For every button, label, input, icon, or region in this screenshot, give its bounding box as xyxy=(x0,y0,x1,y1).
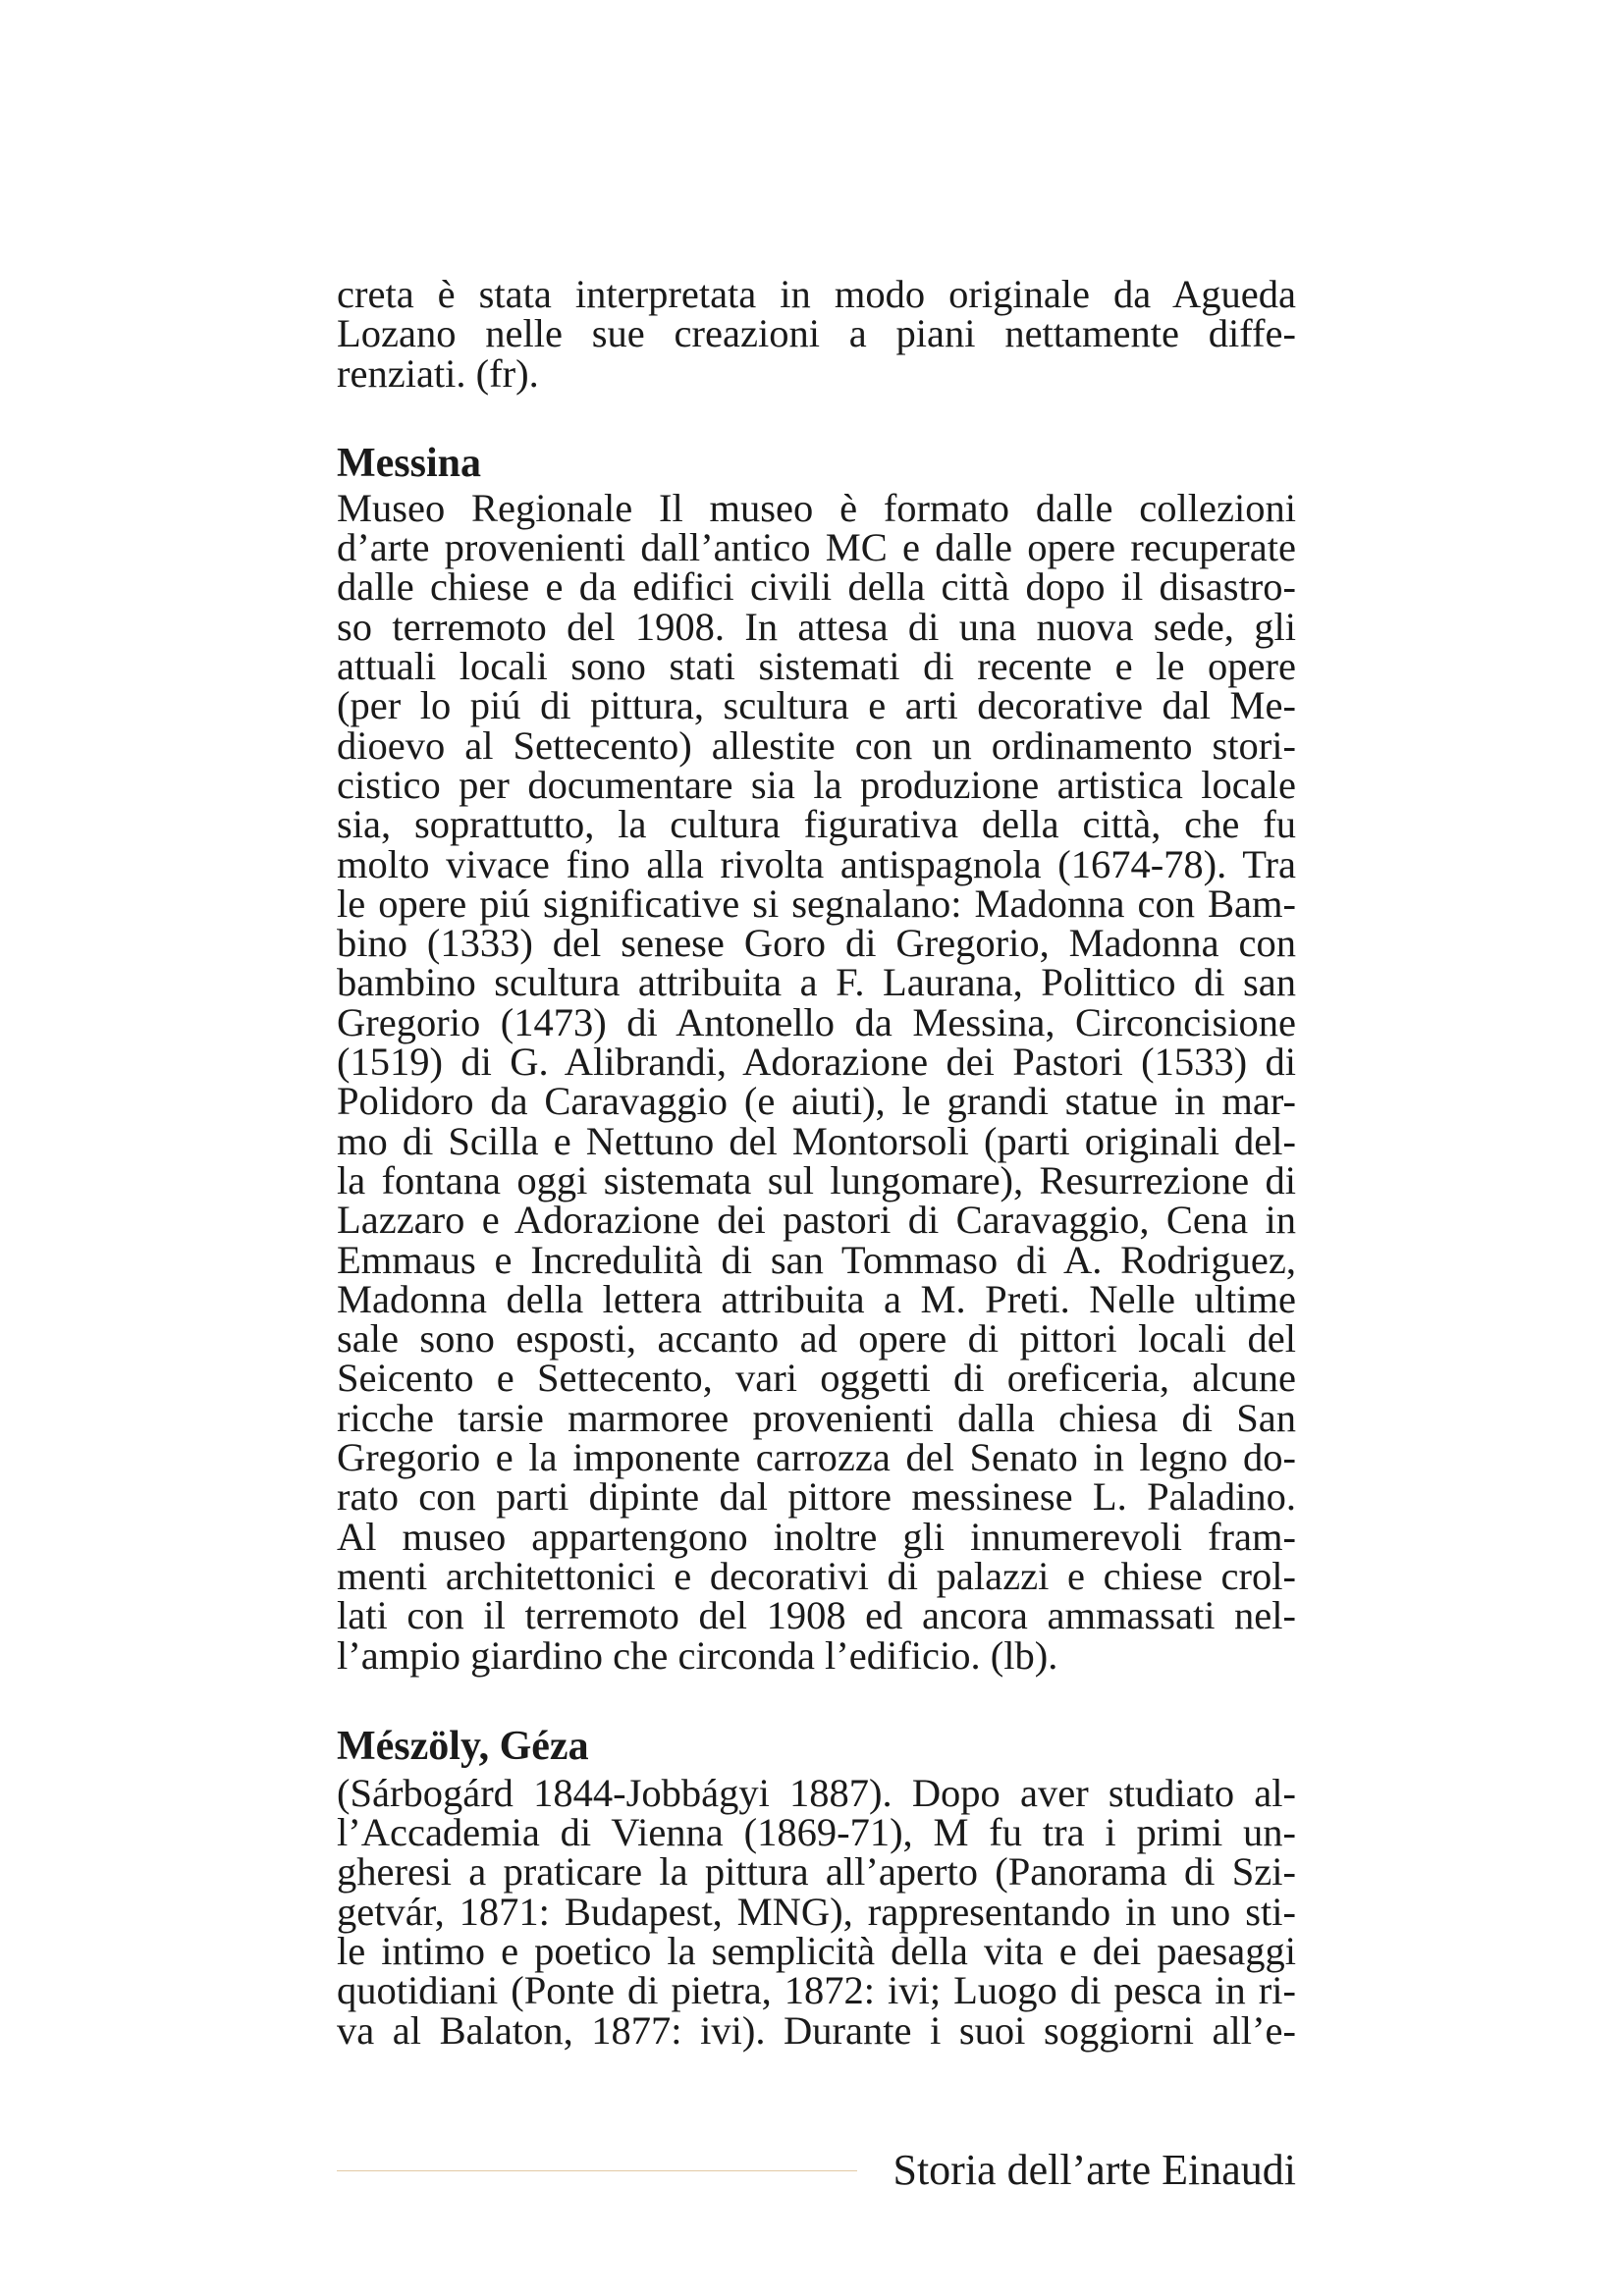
text-line: renziati. (fr). xyxy=(337,350,539,396)
entry-body-messina xyxy=(337,485,1296,1678)
text-line: l’Accademia di Vienna (1869-71), M fu tra i primi un- xyxy=(337,1810,1296,1855)
text-line: va al Balaton, 1877: ivi). Durante i suoi soggiorni all’e- xyxy=(337,2007,1296,2053)
text-line: Al museo appartengono inoltre gli innumerevoli fram- xyxy=(337,1514,1296,1559)
text-line: dioevo al Settecento) allestite con un ordinamento stori- xyxy=(337,722,1296,768)
text-line: (Sárbogárd 1844-Jobbágyi 1887). Dopo aver studiato al- xyxy=(337,1770,1296,1815)
text-line: quotidiani (Ponte di pietra, 1872: ivi; Luogo di pesca in ri- xyxy=(337,1968,1296,2013)
text-line: ricche tarsie marmoree provenienti dalla chiesa di San xyxy=(337,1395,1296,1440)
text-line: sale sono esposti, accanto ad opere di pittori locali del xyxy=(337,1316,1296,1362)
text-line: Lazzaro e Adorazione dei pastori di Caravaggio, Cena in xyxy=(337,1198,1296,1243)
footer-divider xyxy=(337,2170,857,2171)
text-line: le intimo e poetico la semplicità della vita e dei paesaggi xyxy=(337,1928,1296,1973)
footer-title: Storia dell’arte Einaudi xyxy=(893,2146,1296,2194)
text-line: Gregorio (1473) di Antonello da Messina, Circoncisione xyxy=(337,999,1296,1044)
text-line: sia, soprattutto, la cultura figurativa della città, che fu xyxy=(337,802,1296,847)
text-line: rato con parti dipinte dal pittore messinese L. Paladino. xyxy=(337,1474,1296,1520)
entry-heading-meszoly: Mészöly, Géza xyxy=(337,1723,589,1769)
text-line: (per lo piú di pittura, scultura e arti decorative dal Me- xyxy=(337,683,1296,728)
text-line: l’ampio giardino che circonda l’edificio. (lb). xyxy=(337,1632,1058,1678)
text-line: Lozano nelle sue creazioni a piani nettamente diffe- xyxy=(337,311,1296,356)
page-content xyxy=(337,272,1296,2053)
text-line: (1519) di G. Alibrandi, Adorazione dei Pastori (1533) di xyxy=(337,1040,1296,1085)
text-line: Museo Regionale Il museo è formato dalle collezioni xyxy=(337,485,1296,530)
text-line: Polidoro da Caravaggio (e aiuti), le grandi statue in mar- xyxy=(337,1079,1296,1124)
text-line: getvár, 1871: Budapest, MNG), rappresentando in uno sti- xyxy=(337,1889,1296,1934)
text-line: Madonna della lettera attribuita a M. Preti. Nelle ultime xyxy=(337,1276,1296,1321)
text-line: menti architettonici e decorativi di palazzi e chiese crol- xyxy=(337,1553,1296,1598)
text-line: attuali locali sono stati sistemati di recente e le opere xyxy=(337,644,1296,689)
text-line: Emmaus e Incredulità di san Tommaso di A. Rodriguez, xyxy=(337,1237,1296,1282)
text-line: so terremoto del 1908. In attesa di una nuova sede, gli xyxy=(337,604,1296,649)
text-line: dalle chiese e da edifici civili della città dopo il disastro- xyxy=(337,564,1296,610)
text-line: le opere piú significative si segnalano: Madonna con Bam- xyxy=(337,881,1296,926)
text-line: mo di Scilla e Nettuno del Montorsoli (parti originali del- xyxy=(337,1118,1296,1163)
text-line: lati con il terremoto del 1908 ed ancora ammassati nel- xyxy=(337,1593,1296,1638)
text-line: Gregorio e la imponente carrozza del Senato in legno do- xyxy=(337,1435,1296,1480)
text-line: gheresi a praticare la pittura all’aperto (Panorama di Szi- xyxy=(337,1849,1296,1895)
entry-heading-messina: Messina xyxy=(337,440,481,486)
text-line: molto vivace fino alla rivolta antispagnola (1674-78). Tra xyxy=(337,841,1296,886)
text-line: bambino scultura attribuita a F. Laurana, Polittico di san xyxy=(337,960,1296,1005)
text-line: creta è stata interpretata in modo originale da Agueda xyxy=(337,272,1296,316)
entry-body-meszoly xyxy=(337,1770,1296,2053)
text-line: bino (1333) del senese Goro di Gregorio, Madonna con xyxy=(337,921,1296,966)
intro-paragraph xyxy=(337,272,1296,396)
text-line: Seicento e Settecento, vari oggetti di oreficeria, alcune xyxy=(337,1356,1296,1401)
text-line: la fontana oggi sistemata sul lungomare), Resurrezione di xyxy=(337,1157,1296,1202)
text-line: cistico per documentare sia la produzione artistica locale xyxy=(337,762,1296,807)
text-line: d’arte provenienti dall’antico MC e dalle opere recuperate xyxy=(337,525,1296,570)
